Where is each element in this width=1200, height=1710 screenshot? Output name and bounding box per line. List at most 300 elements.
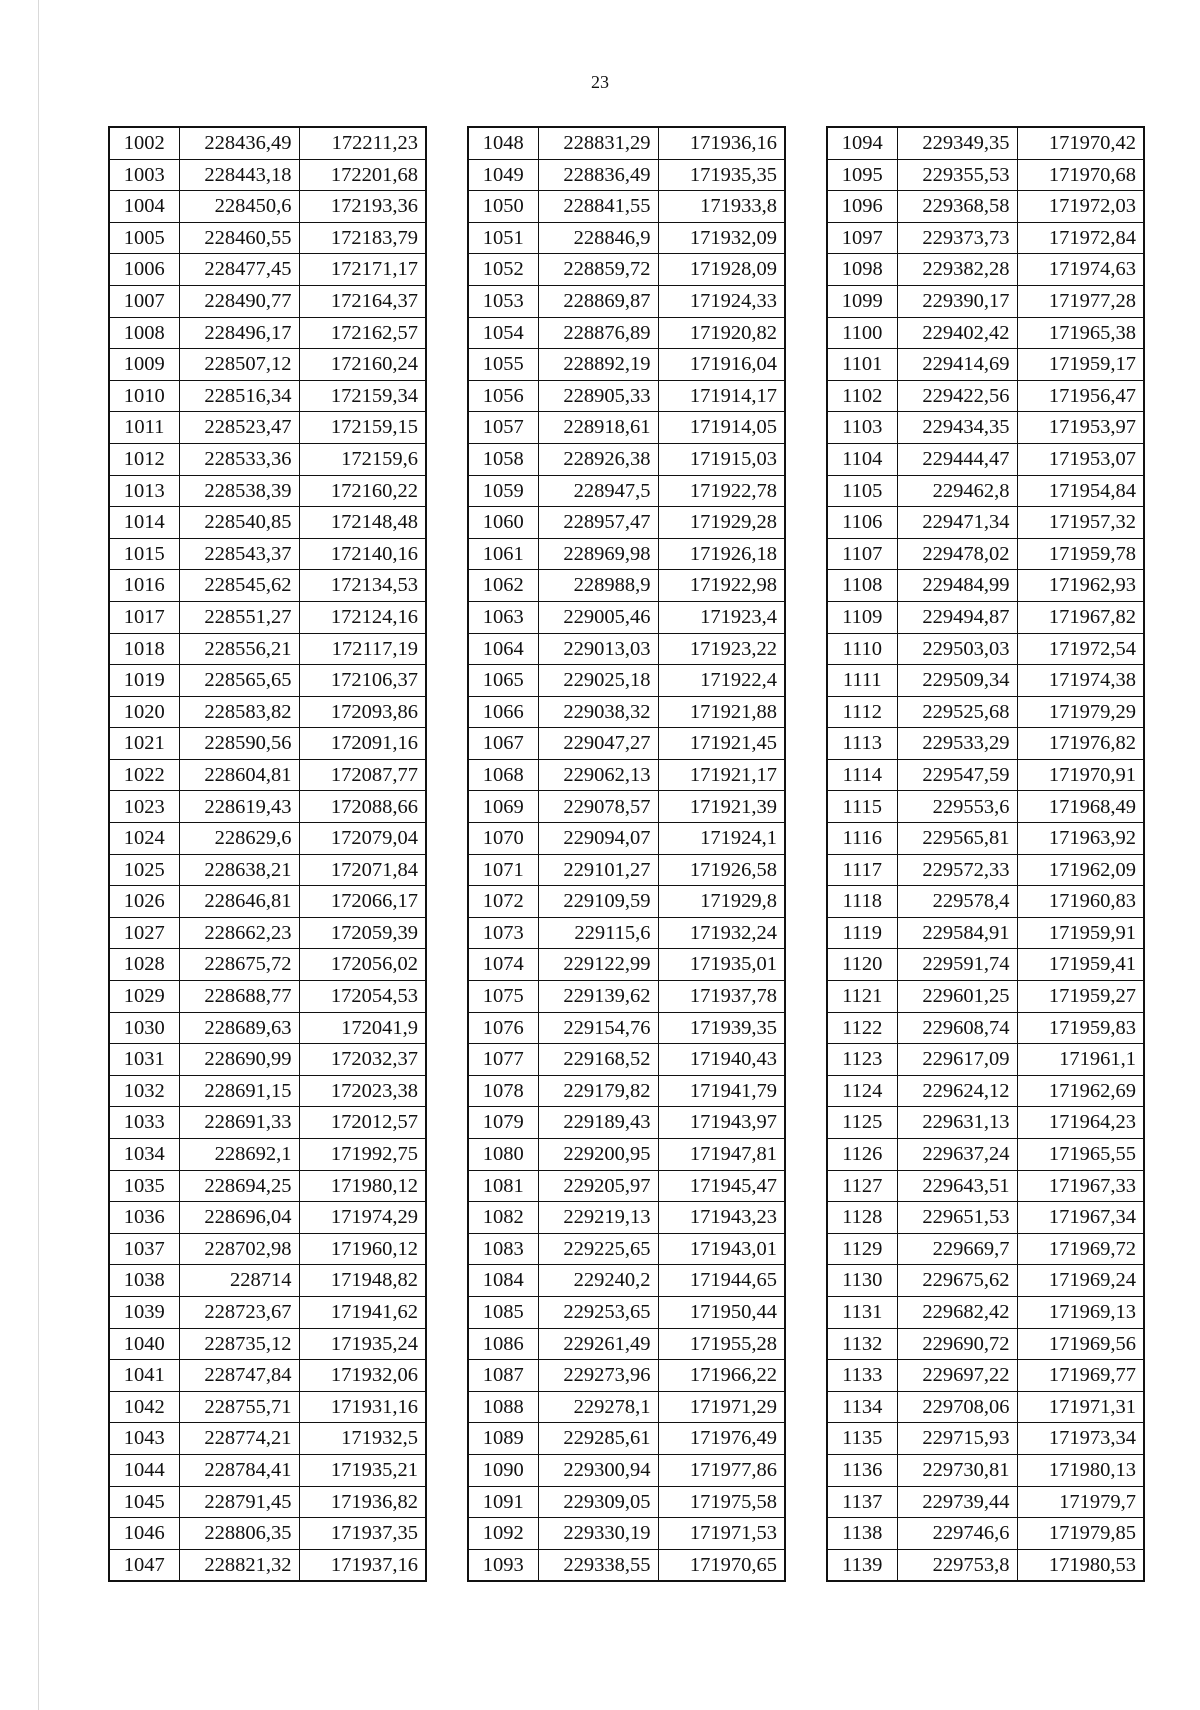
y-coordinate-cell: 172088,66 <box>299 791 426 823</box>
table-row <box>468 696 785 728</box>
y-coordinate-cell: 171937,35 <box>299 1518 426 1550</box>
y-coordinate-cell: 171976,82 <box>1017 728 1144 760</box>
table-row <box>468 791 785 823</box>
y-coordinate-cell: 171932,5 <box>299 1423 426 1455</box>
x-coordinate-cell: 229746,6 <box>897 1518 1017 1550</box>
x-coordinate-cell: 229154,76 <box>538 1012 658 1044</box>
table-row <box>827 1549 1144 1581</box>
y-coordinate-cell: 171955,28 <box>658 1328 785 1360</box>
point-number-cell: 1109 <box>827 601 897 633</box>
x-coordinate-cell: 229168,52 <box>538 1044 658 1076</box>
point-number-cell: 1010 <box>109 380 179 412</box>
x-coordinate-cell: 228523,47 <box>179 412 299 444</box>
y-coordinate-cell: 172093,86 <box>299 696 426 728</box>
y-coordinate-cell: 171972,03 <box>1017 191 1144 223</box>
y-coordinate-cell: 171928,09 <box>658 254 785 286</box>
point-number-cell: 1123 <box>827 1044 897 1076</box>
y-coordinate-cell: 171971,29 <box>658 1391 785 1423</box>
table-row <box>827 696 1144 728</box>
table-row <box>109 475 426 507</box>
table-row <box>468 380 785 412</box>
y-coordinate-cell: 171977,28 <box>1017 285 1144 317</box>
x-coordinate-cell: 229697,22 <box>897 1360 1017 1392</box>
table-row <box>109 917 426 949</box>
table-row <box>109 1107 426 1139</box>
y-coordinate-cell: 171935,35 <box>658 159 785 191</box>
x-coordinate-cell: 228545,62 <box>179 570 299 602</box>
table-row <box>109 538 426 570</box>
point-number-cell: 1087 <box>468 1360 538 1392</box>
point-number-cell: 1099 <box>827 285 897 317</box>
point-number-cell: 1061 <box>468 538 538 570</box>
table-row <box>109 1202 426 1234</box>
table-row <box>468 1518 785 1550</box>
x-coordinate-cell: 228604,81 <box>179 759 299 791</box>
y-coordinate-cell: 171967,82 <box>1017 601 1144 633</box>
point-number-cell: 1102 <box>827 380 897 412</box>
table-row <box>109 317 426 349</box>
point-number-cell: 1023 <box>109 791 179 823</box>
point-number-cell: 1044 <box>109 1454 179 1486</box>
point-number-cell: 1078 <box>468 1075 538 1107</box>
y-coordinate-cell: 171970,65 <box>658 1549 785 1581</box>
point-number-cell: 1065 <box>468 665 538 697</box>
x-coordinate-cell: 228957,47 <box>538 507 658 539</box>
x-coordinate-cell: 228490,77 <box>179 285 299 317</box>
point-number-cell: 1054 <box>468 317 538 349</box>
x-coordinate-cell: 229139,62 <box>538 981 658 1013</box>
table-row <box>827 254 1144 286</box>
point-number-cell: 1019 <box>109 665 179 697</box>
y-coordinate-cell: 171922,78 <box>658 475 785 507</box>
point-number-cell: 1027 <box>109 917 179 949</box>
x-coordinate-cell: 228583,82 <box>179 696 299 728</box>
y-coordinate-cell: 171979,85 <box>1017 1518 1144 1550</box>
x-coordinate-cell: 229109,59 <box>538 886 658 918</box>
y-coordinate-cell: 171926,18 <box>658 538 785 570</box>
table-row <box>109 1549 426 1581</box>
table-row <box>468 1075 785 1107</box>
y-coordinate-cell: 172148,48 <box>299 507 426 539</box>
y-coordinate-cell: 171959,17 <box>1017 349 1144 381</box>
point-number-cell: 1096 <box>827 191 897 223</box>
y-coordinate-cell: 172193,36 <box>299 191 426 223</box>
y-coordinate-cell: 171980,13 <box>1017 1454 1144 1486</box>
y-coordinate-cell: 172032,37 <box>299 1044 426 1076</box>
point-number-cell: 1007 <box>109 285 179 317</box>
y-coordinate-cell: 171948,82 <box>299 1265 426 1297</box>
table-row <box>109 443 426 475</box>
point-number-cell: 1049 <box>468 159 538 191</box>
x-coordinate-cell: 229219,13 <box>538 1202 658 1234</box>
point-number-cell: 1126 <box>827 1139 897 1171</box>
x-coordinate-cell: 228646,81 <box>179 886 299 918</box>
y-coordinate-cell: 171943,23 <box>658 1202 785 1234</box>
x-coordinate-cell: 229503,03 <box>897 633 1017 665</box>
x-coordinate-cell: 229422,56 <box>897 380 1017 412</box>
x-coordinate-cell: 229338,55 <box>538 1549 658 1581</box>
table-row <box>468 475 785 507</box>
x-coordinate-cell: 228450,6 <box>179 191 299 223</box>
table-row <box>827 823 1144 855</box>
table-row <box>827 285 1144 317</box>
x-coordinate-cell: 229414,69 <box>897 349 1017 381</box>
x-coordinate-cell: 228496,17 <box>179 317 299 349</box>
x-coordinate-cell: 229444,47 <box>897 443 1017 475</box>
point-number-cell: 1137 <box>827 1486 897 1518</box>
x-coordinate-cell: 229349,35 <box>897 127 1017 159</box>
y-coordinate-cell: 171929,28 <box>658 507 785 539</box>
x-coordinate-cell: 229478,02 <box>897 538 1017 570</box>
y-coordinate-cell: 171956,47 <box>1017 380 1144 412</box>
table-row <box>827 886 1144 918</box>
point-number-cell: 1088 <box>468 1391 538 1423</box>
y-coordinate-cell: 171969,24 <box>1017 1265 1144 1297</box>
x-coordinate-cell: 229094,07 <box>538 823 658 855</box>
x-coordinate-cell: 229547,59 <box>897 759 1017 791</box>
x-coordinate-cell: 228540,85 <box>179 507 299 539</box>
table-row <box>827 1486 1144 1518</box>
table-row <box>109 949 426 981</box>
point-number-cell: 1110 <box>827 633 897 665</box>
point-number-cell: 1032 <box>109 1075 179 1107</box>
table-row <box>468 1202 785 1234</box>
y-coordinate-cell: 171945,47 <box>658 1170 785 1202</box>
point-number-cell: 1138 <box>827 1518 897 1550</box>
y-coordinate-cell: 171924,1 <box>658 823 785 855</box>
x-coordinate-cell: 229682,42 <box>897 1296 1017 1328</box>
table-row <box>468 633 785 665</box>
y-coordinate-cell: 171959,78 <box>1017 538 1144 570</box>
table-row <box>827 1139 1144 1171</box>
point-number-cell: 1062 <box>468 570 538 602</box>
point-number-cell: 1047 <box>109 1549 179 1581</box>
table-row <box>109 222 426 254</box>
x-coordinate-cell: 229373,73 <box>897 222 1017 254</box>
point-number-cell: 1006 <box>109 254 179 286</box>
table-row <box>468 127 785 159</box>
table-row <box>827 127 1144 159</box>
table-row <box>468 191 785 223</box>
table-row <box>827 349 1144 381</box>
x-coordinate-cell: 228702,98 <box>179 1233 299 1265</box>
y-coordinate-cell: 171992,75 <box>299 1139 426 1171</box>
point-number-cell: 1036 <box>109 1202 179 1234</box>
point-number-cell: 1009 <box>109 349 179 381</box>
y-coordinate-cell: 171935,21 <box>299 1454 426 1486</box>
point-number-cell: 1022 <box>109 759 179 791</box>
y-coordinate-cell: 171972,84 <box>1017 222 1144 254</box>
table-row <box>468 159 785 191</box>
table-row <box>827 665 1144 697</box>
x-coordinate-cell: 229278,1 <box>538 1391 658 1423</box>
x-coordinate-cell: 228543,37 <box>179 538 299 570</box>
point-number-cell: 1004 <box>109 191 179 223</box>
point-number-cell: 1037 <box>109 1233 179 1265</box>
y-coordinate-cell: 171922,4 <box>658 665 785 697</box>
x-coordinate-cell: 228533,36 <box>179 443 299 475</box>
x-coordinate-cell: 229382,28 <box>897 254 1017 286</box>
table-row <box>827 507 1144 539</box>
table-row <box>468 1391 785 1423</box>
y-coordinate-cell: 171974,38 <box>1017 665 1144 697</box>
x-coordinate-cell: 229637,24 <box>897 1139 1017 1171</box>
x-coordinate-cell: 228821,32 <box>179 1549 299 1581</box>
table-row <box>468 854 785 886</box>
y-coordinate-cell: 171959,83 <box>1017 1012 1144 1044</box>
x-coordinate-cell: 229115,6 <box>538 917 658 949</box>
y-coordinate-cell: 171936,82 <box>299 1486 426 1518</box>
point-number-cell: 1093 <box>468 1549 538 1581</box>
point-number-cell: 1067 <box>468 728 538 760</box>
table-row <box>109 191 426 223</box>
x-coordinate-cell: 228784,41 <box>179 1454 299 1486</box>
y-coordinate-cell: 171939,35 <box>658 1012 785 1044</box>
point-number-cell: 1042 <box>109 1391 179 1423</box>
point-number-cell: 1111 <box>827 665 897 697</box>
x-coordinate-cell: 229651,53 <box>897 1202 1017 1234</box>
x-coordinate-cell: 229715,93 <box>897 1423 1017 1455</box>
table-row <box>827 1044 1144 1076</box>
table-row <box>109 1296 426 1328</box>
table-row <box>827 981 1144 1013</box>
point-number-cell: 1101 <box>827 349 897 381</box>
x-coordinate-cell: 228696,04 <box>179 1202 299 1234</box>
y-coordinate-cell: 171969,56 <box>1017 1328 1144 1360</box>
y-coordinate-cell: 171937,16 <box>299 1549 426 1581</box>
table-row <box>827 854 1144 886</box>
table-row <box>827 1391 1144 1423</box>
point-number-cell: 1139 <box>827 1549 897 1581</box>
y-coordinate-cell: 171943,01 <box>658 1233 785 1265</box>
table-row <box>827 475 1144 507</box>
table-row <box>109 412 426 444</box>
y-coordinate-cell: 171935,24 <box>299 1328 426 1360</box>
y-coordinate-cell: 171944,65 <box>658 1265 785 1297</box>
x-coordinate-cell: 229739,44 <box>897 1486 1017 1518</box>
table-row <box>109 1265 426 1297</box>
table-row <box>468 601 785 633</box>
x-coordinate-cell: 228774,21 <box>179 1423 299 1455</box>
table-row <box>468 1423 785 1455</box>
point-number-cell: 1085 <box>468 1296 538 1328</box>
table-row <box>109 1044 426 1076</box>
y-coordinate-cell: 172140,16 <box>299 538 426 570</box>
point-number-cell: 1080 <box>468 1139 538 1171</box>
x-coordinate-cell: 229253,65 <box>538 1296 658 1328</box>
point-number-cell: 1106 <box>827 507 897 539</box>
x-coordinate-cell: 228714 <box>179 1265 299 1297</box>
table-row <box>468 1170 785 1202</box>
scan-margin-line <box>38 0 39 1710</box>
point-number-cell: 1132 <box>827 1328 897 1360</box>
table-row <box>109 1012 426 1044</box>
table-row <box>827 601 1144 633</box>
y-coordinate-cell: 172160,22 <box>299 475 426 507</box>
y-coordinate-cell: 171950,44 <box>658 1296 785 1328</box>
point-number-cell: 1113 <box>827 728 897 760</box>
y-coordinate-cell: 171963,92 <box>1017 823 1144 855</box>
point-number-cell: 1097 <box>827 222 897 254</box>
point-number-cell: 1084 <box>468 1265 538 1297</box>
point-number-cell: 1030 <box>109 1012 179 1044</box>
y-coordinate-cell: 171947,81 <box>658 1139 785 1171</box>
y-coordinate-cell: 171932,09 <box>658 222 785 254</box>
y-coordinate-cell: 171953,07 <box>1017 443 1144 475</box>
y-coordinate-cell: 171959,27 <box>1017 981 1144 1013</box>
y-coordinate-cell: 171970,68 <box>1017 159 1144 191</box>
point-number-cell: 1127 <box>827 1170 897 1202</box>
x-coordinate-cell: 229533,29 <box>897 728 1017 760</box>
point-number-cell: 1098 <box>827 254 897 286</box>
y-coordinate-cell: 171977,86 <box>658 1454 785 1486</box>
table-row <box>109 759 426 791</box>
table-row <box>109 380 426 412</box>
table-row <box>827 1265 1144 1297</box>
x-coordinate-cell: 229631,13 <box>897 1107 1017 1139</box>
y-coordinate-cell: 171921,39 <box>658 791 785 823</box>
table-row <box>468 949 785 981</box>
y-coordinate-cell: 171960,83 <box>1017 886 1144 918</box>
table-row <box>109 696 426 728</box>
x-coordinate-cell: 228876,89 <box>538 317 658 349</box>
table-row <box>827 1233 1144 1265</box>
y-coordinate-cell: 171914,17 <box>658 380 785 412</box>
table-row <box>468 1454 785 1486</box>
point-number-cell: 1029 <box>109 981 179 1013</box>
y-coordinate-cell: 172059,39 <box>299 917 426 949</box>
x-coordinate-cell: 229584,91 <box>897 917 1017 949</box>
y-coordinate-cell: 172054,53 <box>299 981 426 1013</box>
x-coordinate-cell: 228969,98 <box>538 538 658 570</box>
point-number-cell: 1043 <box>109 1423 179 1455</box>
table-row <box>468 1486 785 1518</box>
x-coordinate-cell: 229484,99 <box>897 570 1017 602</box>
point-number-cell: 1060 <box>468 507 538 539</box>
y-coordinate-cell: 172023,38 <box>299 1075 426 1107</box>
point-number-cell: 1124 <box>827 1075 897 1107</box>
x-coordinate-cell: 229205,97 <box>538 1170 658 1202</box>
y-coordinate-cell: 172071,84 <box>299 854 426 886</box>
x-coordinate-cell: 228926,38 <box>538 443 658 475</box>
x-coordinate-cell: 229708,06 <box>897 1391 1017 1423</box>
x-coordinate-cell: 228556,21 <box>179 633 299 665</box>
point-number-cell: 1104 <box>827 443 897 475</box>
y-coordinate-cell: 171962,09 <box>1017 854 1144 886</box>
x-coordinate-cell: 228892,19 <box>538 349 658 381</box>
table-row <box>468 917 785 949</box>
x-coordinate-cell: 228831,29 <box>538 127 658 159</box>
x-coordinate-cell: 228735,12 <box>179 1328 299 1360</box>
x-coordinate-cell: 229273,96 <box>538 1360 658 1392</box>
y-coordinate-cell: 172160,24 <box>299 349 426 381</box>
table-row <box>109 349 426 381</box>
table-row <box>468 728 785 760</box>
y-coordinate-cell: 172079,04 <box>299 823 426 855</box>
table-row <box>468 1139 785 1171</box>
y-coordinate-cell: 171916,04 <box>658 349 785 381</box>
table-row <box>109 633 426 665</box>
point-number-cell: 1131 <box>827 1296 897 1328</box>
x-coordinate-cell: 228747,84 <box>179 1360 299 1392</box>
point-number-cell: 1005 <box>109 222 179 254</box>
point-number-cell: 1058 <box>468 443 538 475</box>
x-coordinate-cell: 228723,67 <box>179 1296 299 1328</box>
table-row <box>109 1454 426 1486</box>
y-coordinate-cell: 171966,22 <box>658 1360 785 1392</box>
x-coordinate-cell: 229240,2 <box>538 1265 658 1297</box>
table-row <box>827 1360 1144 1392</box>
point-number-cell: 1083 <box>468 1233 538 1265</box>
y-coordinate-cell: 172162,57 <box>299 317 426 349</box>
point-number-cell: 1130 <box>827 1265 897 1297</box>
table-row <box>827 1296 1144 1328</box>
x-coordinate-cell: 228443,18 <box>179 159 299 191</box>
point-number-cell: 1035 <box>109 1170 179 1202</box>
point-number-cell: 1051 <box>468 222 538 254</box>
x-coordinate-cell: 228675,72 <box>179 949 299 981</box>
table-row <box>827 1328 1144 1360</box>
point-number-cell: 1015 <box>109 538 179 570</box>
point-number-cell: 1105 <box>827 475 897 507</box>
point-number-cell: 1100 <box>827 317 897 349</box>
point-number-cell: 1024 <box>109 823 179 855</box>
table-row <box>468 570 785 602</box>
point-number-cell: 1003 <box>109 159 179 191</box>
x-coordinate-cell: 228859,72 <box>538 254 658 286</box>
table-row <box>468 443 785 475</box>
x-coordinate-cell: 229553,6 <box>897 791 1017 823</box>
y-coordinate-cell: 171979,29 <box>1017 696 1144 728</box>
y-coordinate-cell: 172171,17 <box>299 254 426 286</box>
x-coordinate-cell: 228869,87 <box>538 285 658 317</box>
table-row <box>468 1012 785 1044</box>
point-number-cell: 1115 <box>827 791 897 823</box>
x-coordinate-cell: 229101,27 <box>538 854 658 886</box>
point-number-cell: 1074 <box>468 949 538 981</box>
point-number-cell: 1075 <box>468 981 538 1013</box>
point-number-cell: 1016 <box>109 570 179 602</box>
x-coordinate-cell: 229122,99 <box>538 949 658 981</box>
y-coordinate-cell: 171968,49 <box>1017 791 1144 823</box>
point-number-cell: 1114 <box>827 759 897 791</box>
table-row <box>468 1549 785 1581</box>
point-number-cell: 1070 <box>468 823 538 855</box>
point-number-cell: 1052 <box>468 254 538 286</box>
y-coordinate-cell: 171941,79 <box>658 1075 785 1107</box>
y-coordinate-cell: 172056,02 <box>299 949 426 981</box>
y-coordinate-cell: 171970,91 <box>1017 759 1144 791</box>
point-number-cell: 1116 <box>827 823 897 855</box>
table-row <box>109 1075 426 1107</box>
x-coordinate-cell: 229462,8 <box>897 475 1017 507</box>
point-number-cell: 1081 <box>468 1170 538 1202</box>
point-number-cell: 1020 <box>109 696 179 728</box>
table-row <box>109 728 426 760</box>
point-number-cell: 1021 <box>109 728 179 760</box>
x-coordinate-cell: 229730,81 <box>897 1454 1017 1486</box>
y-coordinate-cell: 171923,22 <box>658 633 785 665</box>
point-number-cell: 1136 <box>827 1454 897 1486</box>
point-number-cell: 1045 <box>109 1486 179 1518</box>
point-number-cell: 1095 <box>827 159 897 191</box>
y-coordinate-cell: 171926,58 <box>658 854 785 886</box>
point-number-cell: 1063 <box>468 601 538 633</box>
table-row <box>109 254 426 286</box>
y-coordinate-cell: 172159,15 <box>299 412 426 444</box>
y-coordinate-cell: 171921,17 <box>658 759 785 791</box>
y-coordinate-cell: 171921,45 <box>658 728 785 760</box>
